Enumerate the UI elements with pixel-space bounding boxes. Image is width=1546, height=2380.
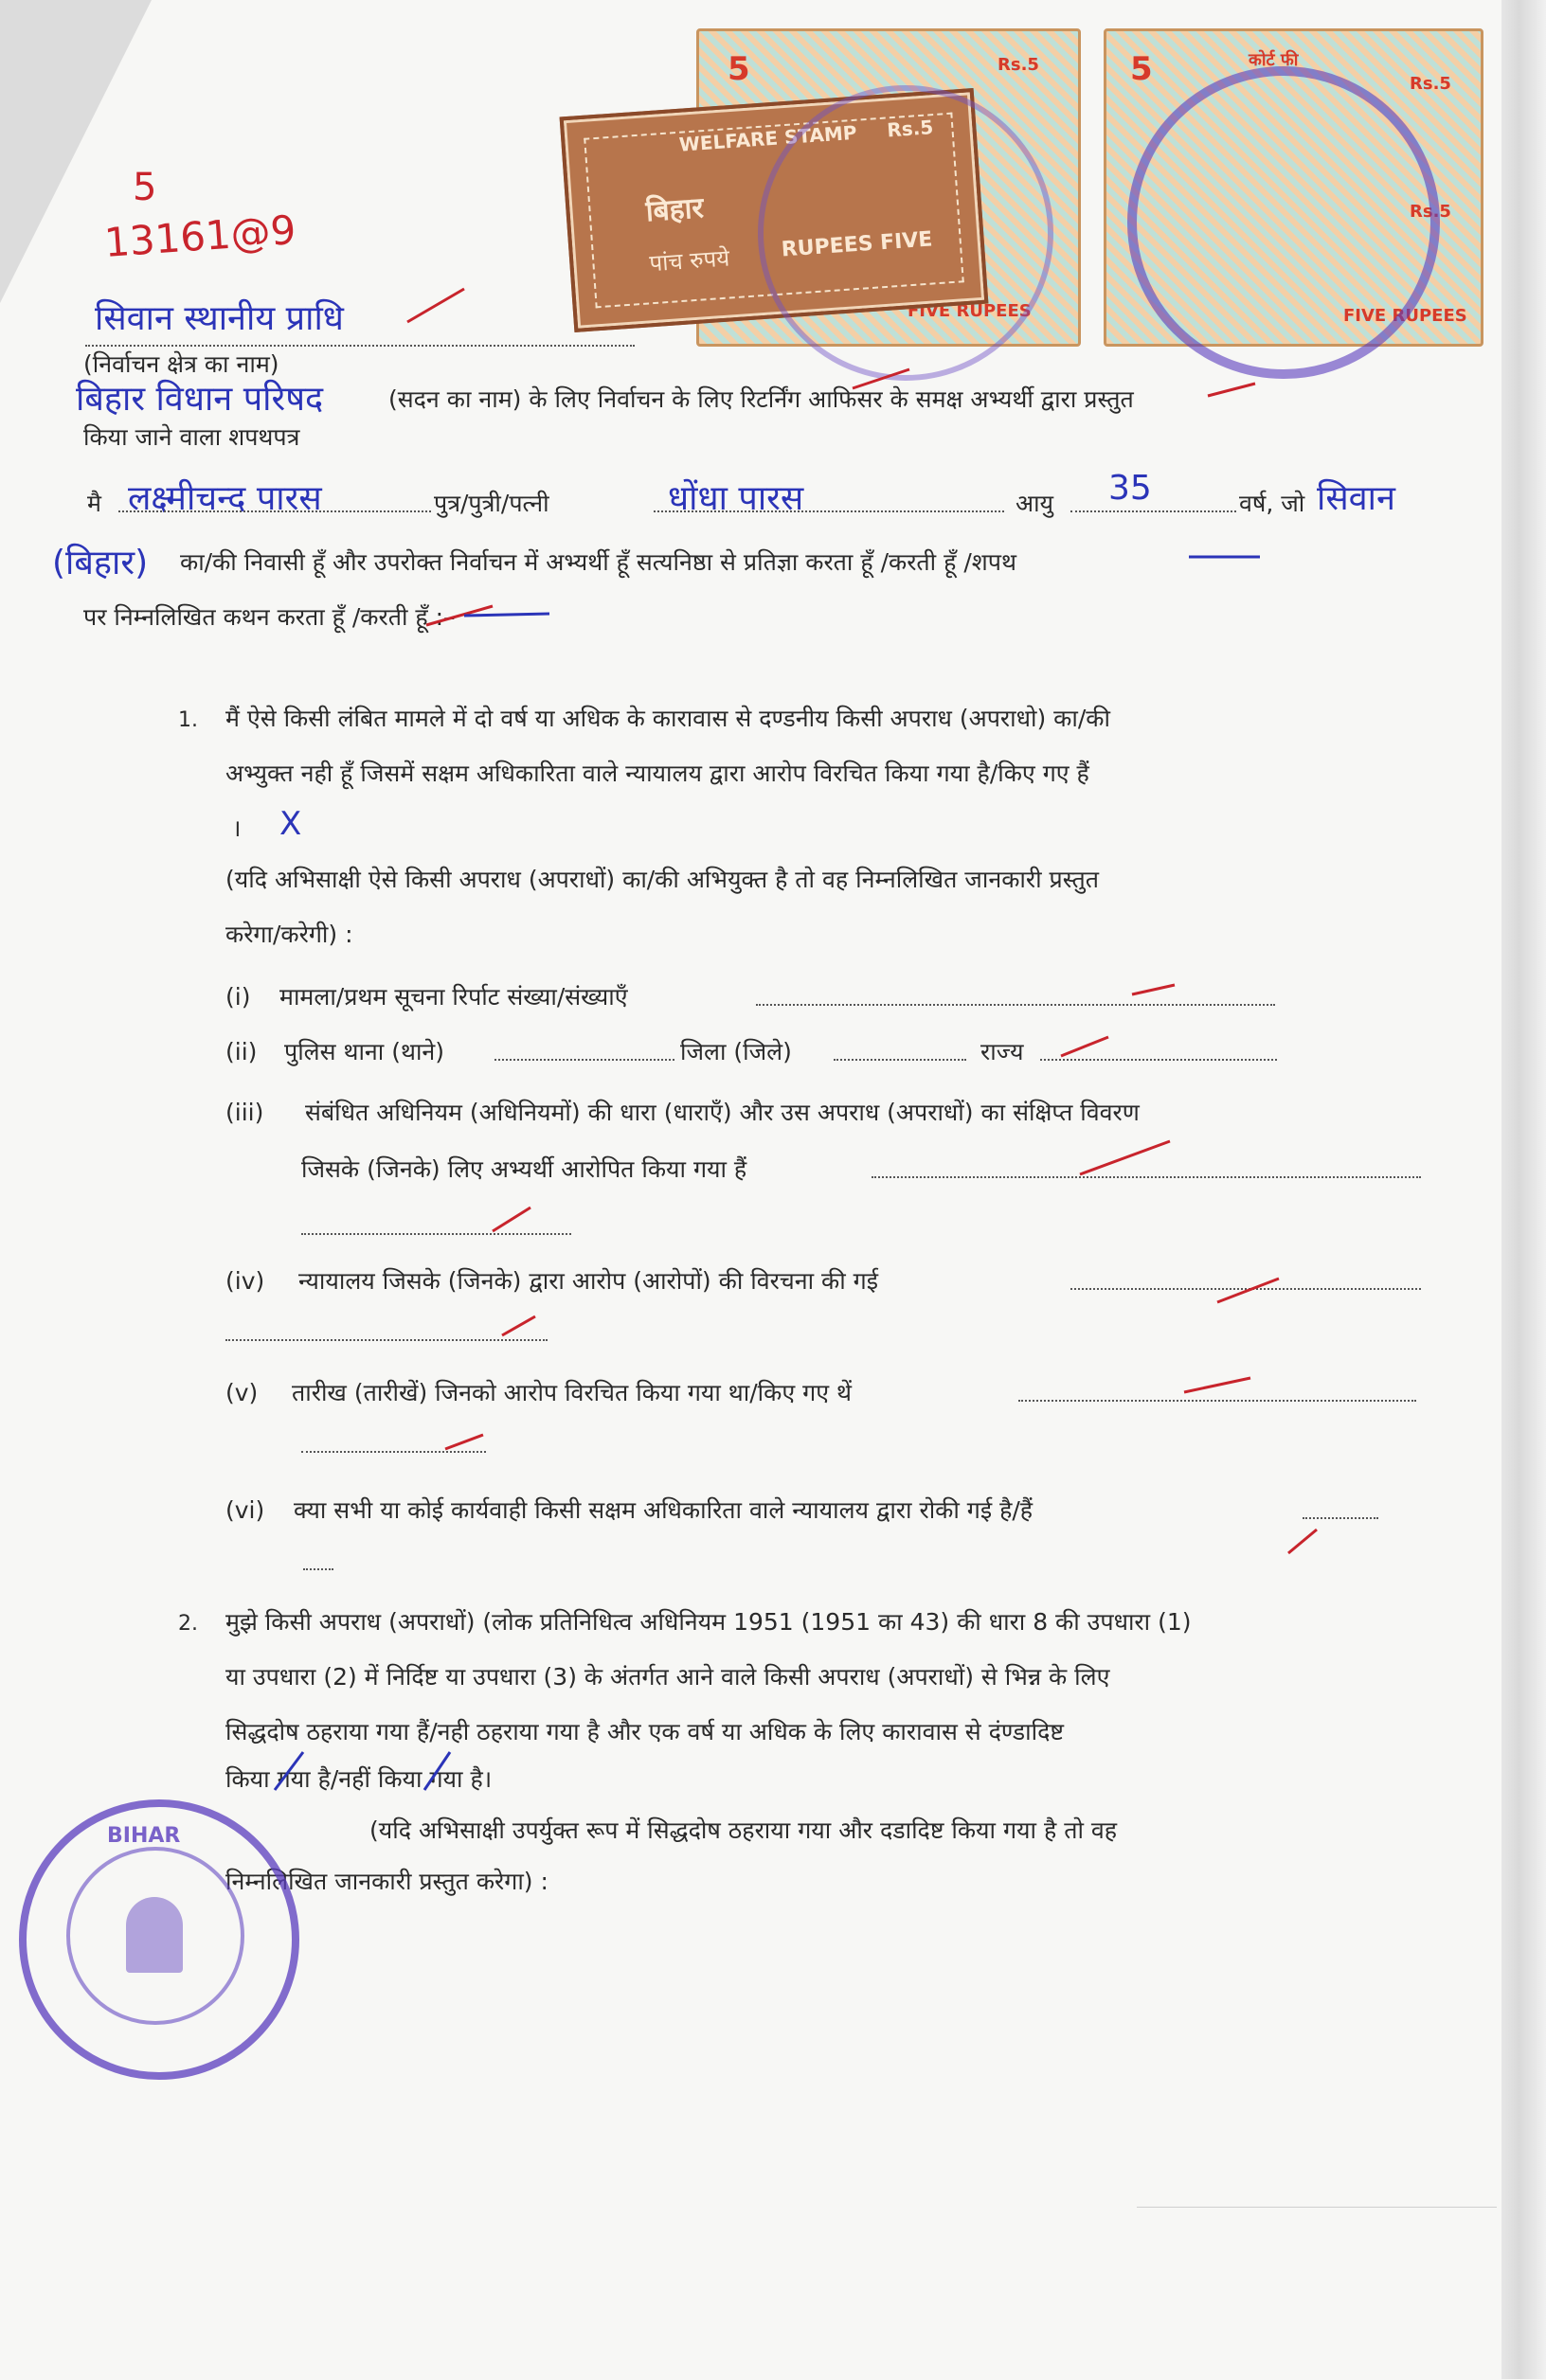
tick-mark [853,369,909,388]
section-1-line-3: । [232,814,242,842]
handwritten-constituency: सिवान स्थानीय प्राधि [95,299,344,338]
tick-mark [502,1316,535,1335]
welfare-stamp-value-hindi: पांच रुपये [648,244,731,277]
item-iv-number: (iv) [225,1267,265,1295]
welfare-stamp-value-english: RUPEES FIVE [781,227,934,262]
handwritten-candidate-name: लक्ष्मीचन्द पारस [128,479,322,518]
section-2-line-2: या उपधारा (2) में निर्दिष्ट या उपधारा (3) के अंतर्गत आने वाले किसी अपराध (अपराधों) से भिन्न के लिए [225,1663,1110,1691]
tick-mark [445,1435,483,1449]
stamp-denomination: 5 [728,50,750,88]
welfare-stamp-state: बिहार [644,191,705,229]
welfare-stamp-value: Rs.5 [886,116,934,142]
years-label: वर्ष, जो [1239,490,1305,517]
section-1-line-1: मैं ऐसे किसी लंबित मामले में दो वर्ष या अधिक के कारावास से दण्डनीय किसी अपराध (अपराधो) का/की [225,705,1110,732]
section-1-note-1: (यदि अभिसाक्षी ऐसे किसी अपराध (अपराधों) का/की अभियुक्त है तो वह निम्नलिखित जानकारी प्रस्तुत [225,866,1099,893]
handwritten-relation-name: धोंधा पारस [668,479,804,518]
item-v-number: (v) [225,1379,259,1406]
tick-mark [1080,1141,1170,1174]
handwritten-ref-no: 13161@9 [102,206,297,266]
official-seal-text: BIHAR [107,1824,181,1848]
stamp-denomination: Rs.5 [998,55,1039,75]
handwritten-state: (बिहार) [52,544,149,582]
section-2-line-3: सिद्धदोष ठहराया गया हैं/नही ठहराया गया है और एक वर्ष या अधिक के लिए कारावास से दंण्डादिष्ट [225,1718,1064,1745]
item-iii-number: (iii) [225,1099,264,1126]
item-vi-number: (vi) [225,1496,265,1524]
handwritten-house-name: बिहार विधान परिषद [76,380,324,419]
stamp-five-rupees: FIVE RUPEES [908,301,1032,321]
item-ii-text: पुलिस थाना (थाने) [284,1038,445,1065]
tick-mark [1288,1530,1317,1553]
item-i-text: मामला/प्रथम सूचना रिर्पाट संख्या/संख्याएँ [279,983,628,1011]
stamp-denomination: 5 [1130,50,1153,88]
strike-line [275,1752,303,1790]
stamp-court-fee: कोर्ट फी [1249,50,1299,70]
item-ii-state: राज्य [980,1038,1024,1065]
tick-mark [1061,1037,1108,1056]
item-v-text: तारीख (तारीखें) जिनको आरोप विरचित किया गया था/किए गए थें [292,1379,852,1406]
section-1-line-2: अभ्युक्त नही हूँ जिसमें सक्षम अधिकारिता वाले न्यायालय द्वारा आरोप विरचित किया गया है/किए गए हैं [225,760,1089,787]
stamp-denomination: Rs.5 [1410,74,1451,94]
statement-line: पर निम्नलिखित कथन करता हूँ /करती हूँ :– [83,603,456,631]
resident-line: का/की निवासी हूँ और उपरोक्त निर्वाचन में अभ्यर्थी हूँ सत्यनिष्ठा से प्रतिज्ञा करता हूँ /करती हूँ /शपथ [180,548,1016,576]
affidavit-line: किया जाने वाला शपथपत्र [83,423,300,451]
handwritten-x-mark: X [279,805,302,843]
strike-line [424,1752,450,1790]
item-iii-text-2: जिसके (जिनके) लिए अभ्यर्थी आरोपित किया गया हैं [301,1155,747,1183]
handwritten-serial-no: 5 [133,166,157,209]
constituency-label: (निर्वाचन क्षेत्र का नाम) [83,350,279,378]
tick-mark [1208,384,1255,396]
item-vi-text: क्या सभी या कोई कार्यवाही किसी सक्षम अधिकारिता वाले न्यायालय द्वारा रोकी गई है/हैं [294,1496,1034,1524]
house-name-label: (सदन का नाम) के लिए निर्वाचन के लिए रिटर्निंग आफिसर के समक्ष अभ्यर्थी द्वारा प्रस्तुत [388,385,1134,413]
section-2-line-4: किया गया है/नहीं किया गया है। [225,1765,493,1793]
section-1-note-2: करेगा/करेगी) : [225,921,353,948]
item-i-number: (i) [225,983,251,1011]
handwritten-place: सिवान [1317,479,1395,518]
section-2-note-2: निम्नलिखित जानकारी प्रस्तुत करेगा) : [225,1868,548,1895]
age-label: आयु [1016,490,1054,517]
tick-mark [1132,985,1175,994]
section-1-number: 1. [178,708,198,732]
stamp-five-rupees: FIVE RUPEES [1343,306,1467,326]
item-iii-text: संबंधित अधिनियम (अधिनियमों) की धारा (धाराएँ) और उस अपराध (अपराधों) का संक्षिप्त विवरण [305,1099,1140,1126]
strike-line [464,614,549,616]
welfare-stamp-title: WELFARE STAMP [678,120,858,156]
tick-mark [1217,1279,1279,1302]
section-2-number: 2. [178,1612,198,1636]
tick-mark [493,1208,530,1231]
section-2-note-1: (यदि अभिसाक्षी उपर्युक्त रूप में सिद्धदोष ठहराया गया और दडादिष्ट किया गया है तो वह [369,1816,1118,1844]
handwritten-age: 35 [1108,469,1152,508]
item-ii-number: (ii) [225,1038,258,1065]
section-2-line-1: मुझे किसी अपराध (अपराधों) (लोक प्रतिनिधित्व अधिनियम 1951 (1951 का 43) की धारा 8 की उपधारा (1) [225,1608,1192,1636]
item-iv-text: न्यायालय जिसके (जिनके) द्वारा आरोप (आरोपों) की विरचना की गई [298,1267,878,1295]
stamp-denomination: Rs.5 [1410,202,1451,222]
oath-i: मै [87,490,101,517]
tick-mark [1184,1378,1250,1392]
relation-label: पुत्र/पुत्री/पत्नी [434,490,549,517]
tick-mark [407,289,464,322]
item-ii-district: जिला (जिले) [680,1038,792,1065]
